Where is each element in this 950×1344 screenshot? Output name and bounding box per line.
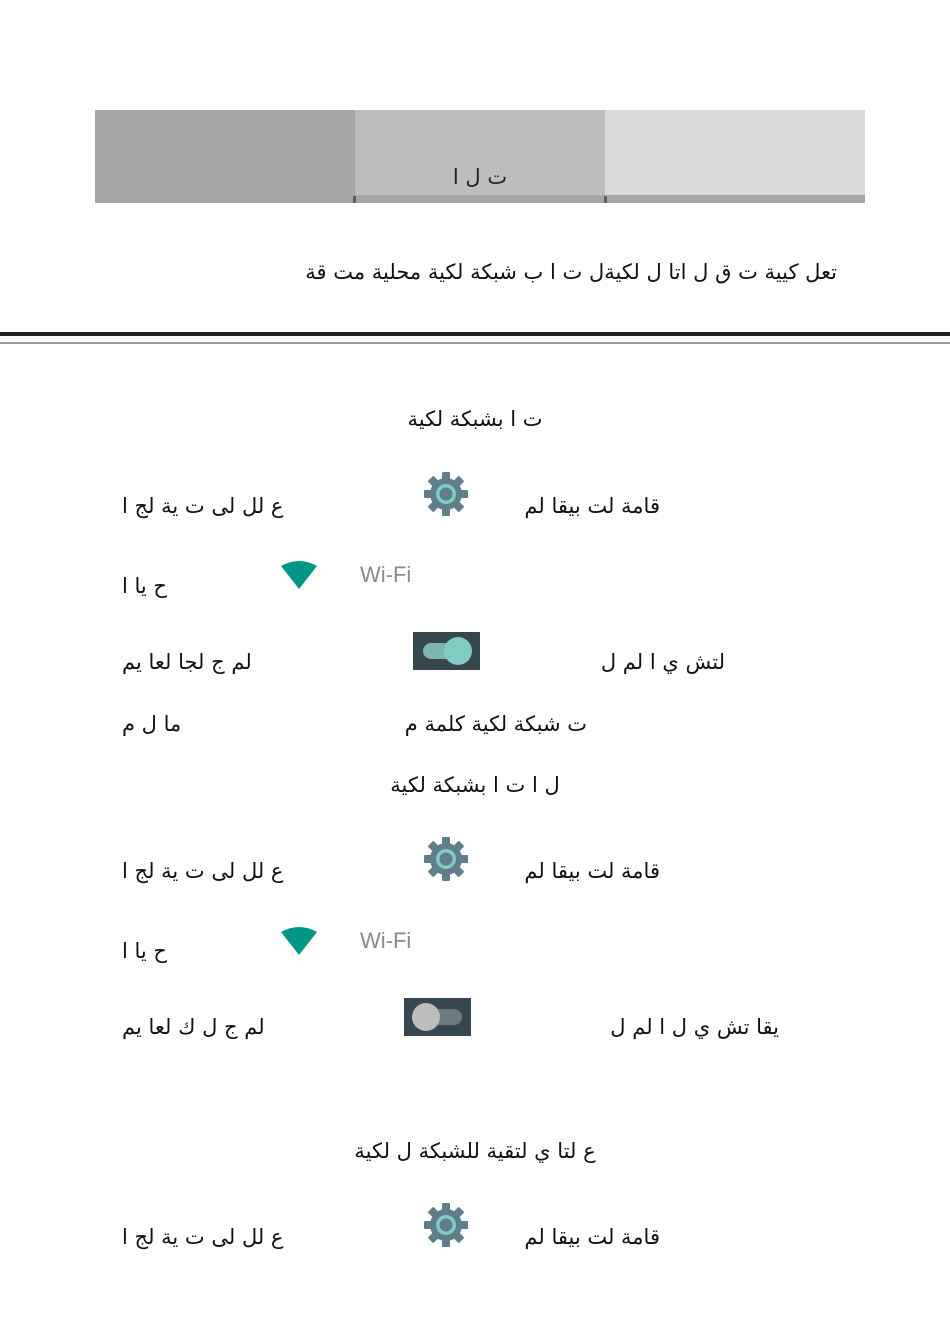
tab-middle <box>355 110 605 203</box>
tab-separator <box>353 196 356 203</box>
wifi-icon <box>280 927 318 955</box>
section-title: ل ا ت ا بشبكة لكية <box>390 773 560 797</box>
step-text-right: قامة لت بيقا لم <box>524 859 660 883</box>
gear-icon <box>422 835 470 883</box>
step-text-left: ع لل لى ت ية لج ا <box>122 494 284 518</box>
tab-right <box>605 110 865 203</box>
step-text-left: لم ج لجا لعا يم <box>122 650 252 674</box>
step-text-left: لم ج ل ك لعا يم <box>122 1015 265 1039</box>
step-text-left: ع لل لى ت ية لج ا <box>122 1225 284 1249</box>
step-text-right: يقا تش ي ل ا لم ل <box>610 1015 779 1039</box>
wifi-label: Wi-Fi <box>360 562 412 587</box>
step-text-right: ت شبكة لكية كلمة م <box>404 712 587 736</box>
step-text-left: ع لل لى ت ية لج ا <box>122 859 284 883</box>
step-text-right: قامة لت بيقا لم <box>524 1225 660 1249</box>
wifi-icon <box>280 561 318 589</box>
step-text-left: ما ل م <box>122 712 182 736</box>
section-title: ع لتا ي لتقية للشبكة ل لكية <box>354 1139 596 1163</box>
section-title: ت ا بشبكة لكية <box>407 407 543 431</box>
divider-thick <box>0 332 950 336</box>
divider-thin <box>0 342 950 344</box>
tab-left <box>95 110 355 203</box>
wifi-label: Wi-Fi <box>360 928 412 953</box>
gear-icon <box>422 1201 470 1249</box>
tab-header <box>95 110 865 203</box>
tab-underline <box>95 195 865 203</box>
step-text-left: ح يا ا <box>122 939 167 963</box>
step-text-right: لتش ي ا لم ل <box>600 650 725 674</box>
toggle-on-icon <box>413 632 480 670</box>
step-text-right: قامة لت بيقا لم <box>524 494 660 518</box>
tab-separator <box>604 196 607 203</box>
toggle-off-icon <box>404 998 471 1036</box>
step-text-left: ح يا ا <box>122 574 167 598</box>
intro-text: تعل كيية ت ق ل اتا ل لكيةل ت ا ب شبكة لكية محلية مت قة <box>305 260 837 284</box>
tab-title: ت ل ا <box>452 165 508 189</box>
gear-icon <box>422 470 470 518</box>
